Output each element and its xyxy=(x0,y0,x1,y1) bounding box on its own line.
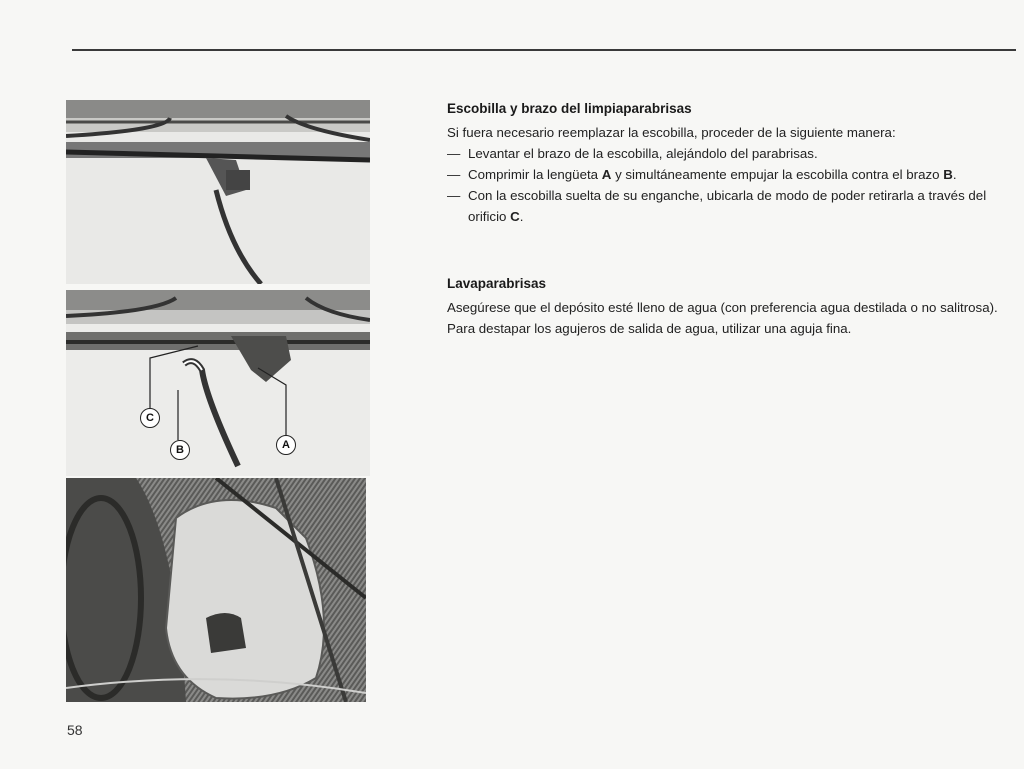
wiper-step-3: — Con la escobilla suelta de su enganche, ubicarla de modo de poder retirarla a través del orificio C. xyxy=(447,188,987,224)
washer-paragraph-1: Asegúrese que el depósito esté lleno de agua (con preferencia agua destilada o no salitrosa). xyxy=(447,300,998,315)
wiper-detail-photo xyxy=(66,290,370,476)
wiper-blade-photo xyxy=(66,100,370,284)
washer-section xyxy=(447,273,1003,339)
washer-reservoir-photo xyxy=(66,478,366,702)
callout-b: B xyxy=(170,440,190,460)
section-title-washer: Lavaparabrisas xyxy=(447,276,547,291)
wiper-step-1: — Levantar el brazo de la escobilla, alejándolo del parabrisas. xyxy=(447,146,818,161)
text-column xyxy=(447,98,1003,339)
section-title-wiper: Escobilla y brazo del limpiaparabrisas xyxy=(447,101,692,116)
page-number: 58 xyxy=(67,722,83,738)
callout-c: C xyxy=(140,408,160,428)
washer-paragraph-2: Para destapar los agujeros de salida de agua, utilizar una aguja fina. xyxy=(447,321,852,336)
wiper-intro: Si fuera necesario reemplazar la escobilla, proceder de la siguiente manera: xyxy=(447,125,896,140)
callout-a: A xyxy=(276,435,296,455)
wiper-step-2: — Comprimir la lengüeta A y simultáneamente empujar la escobilla contra el brazo B. xyxy=(447,167,957,182)
top-rule xyxy=(72,49,1016,51)
